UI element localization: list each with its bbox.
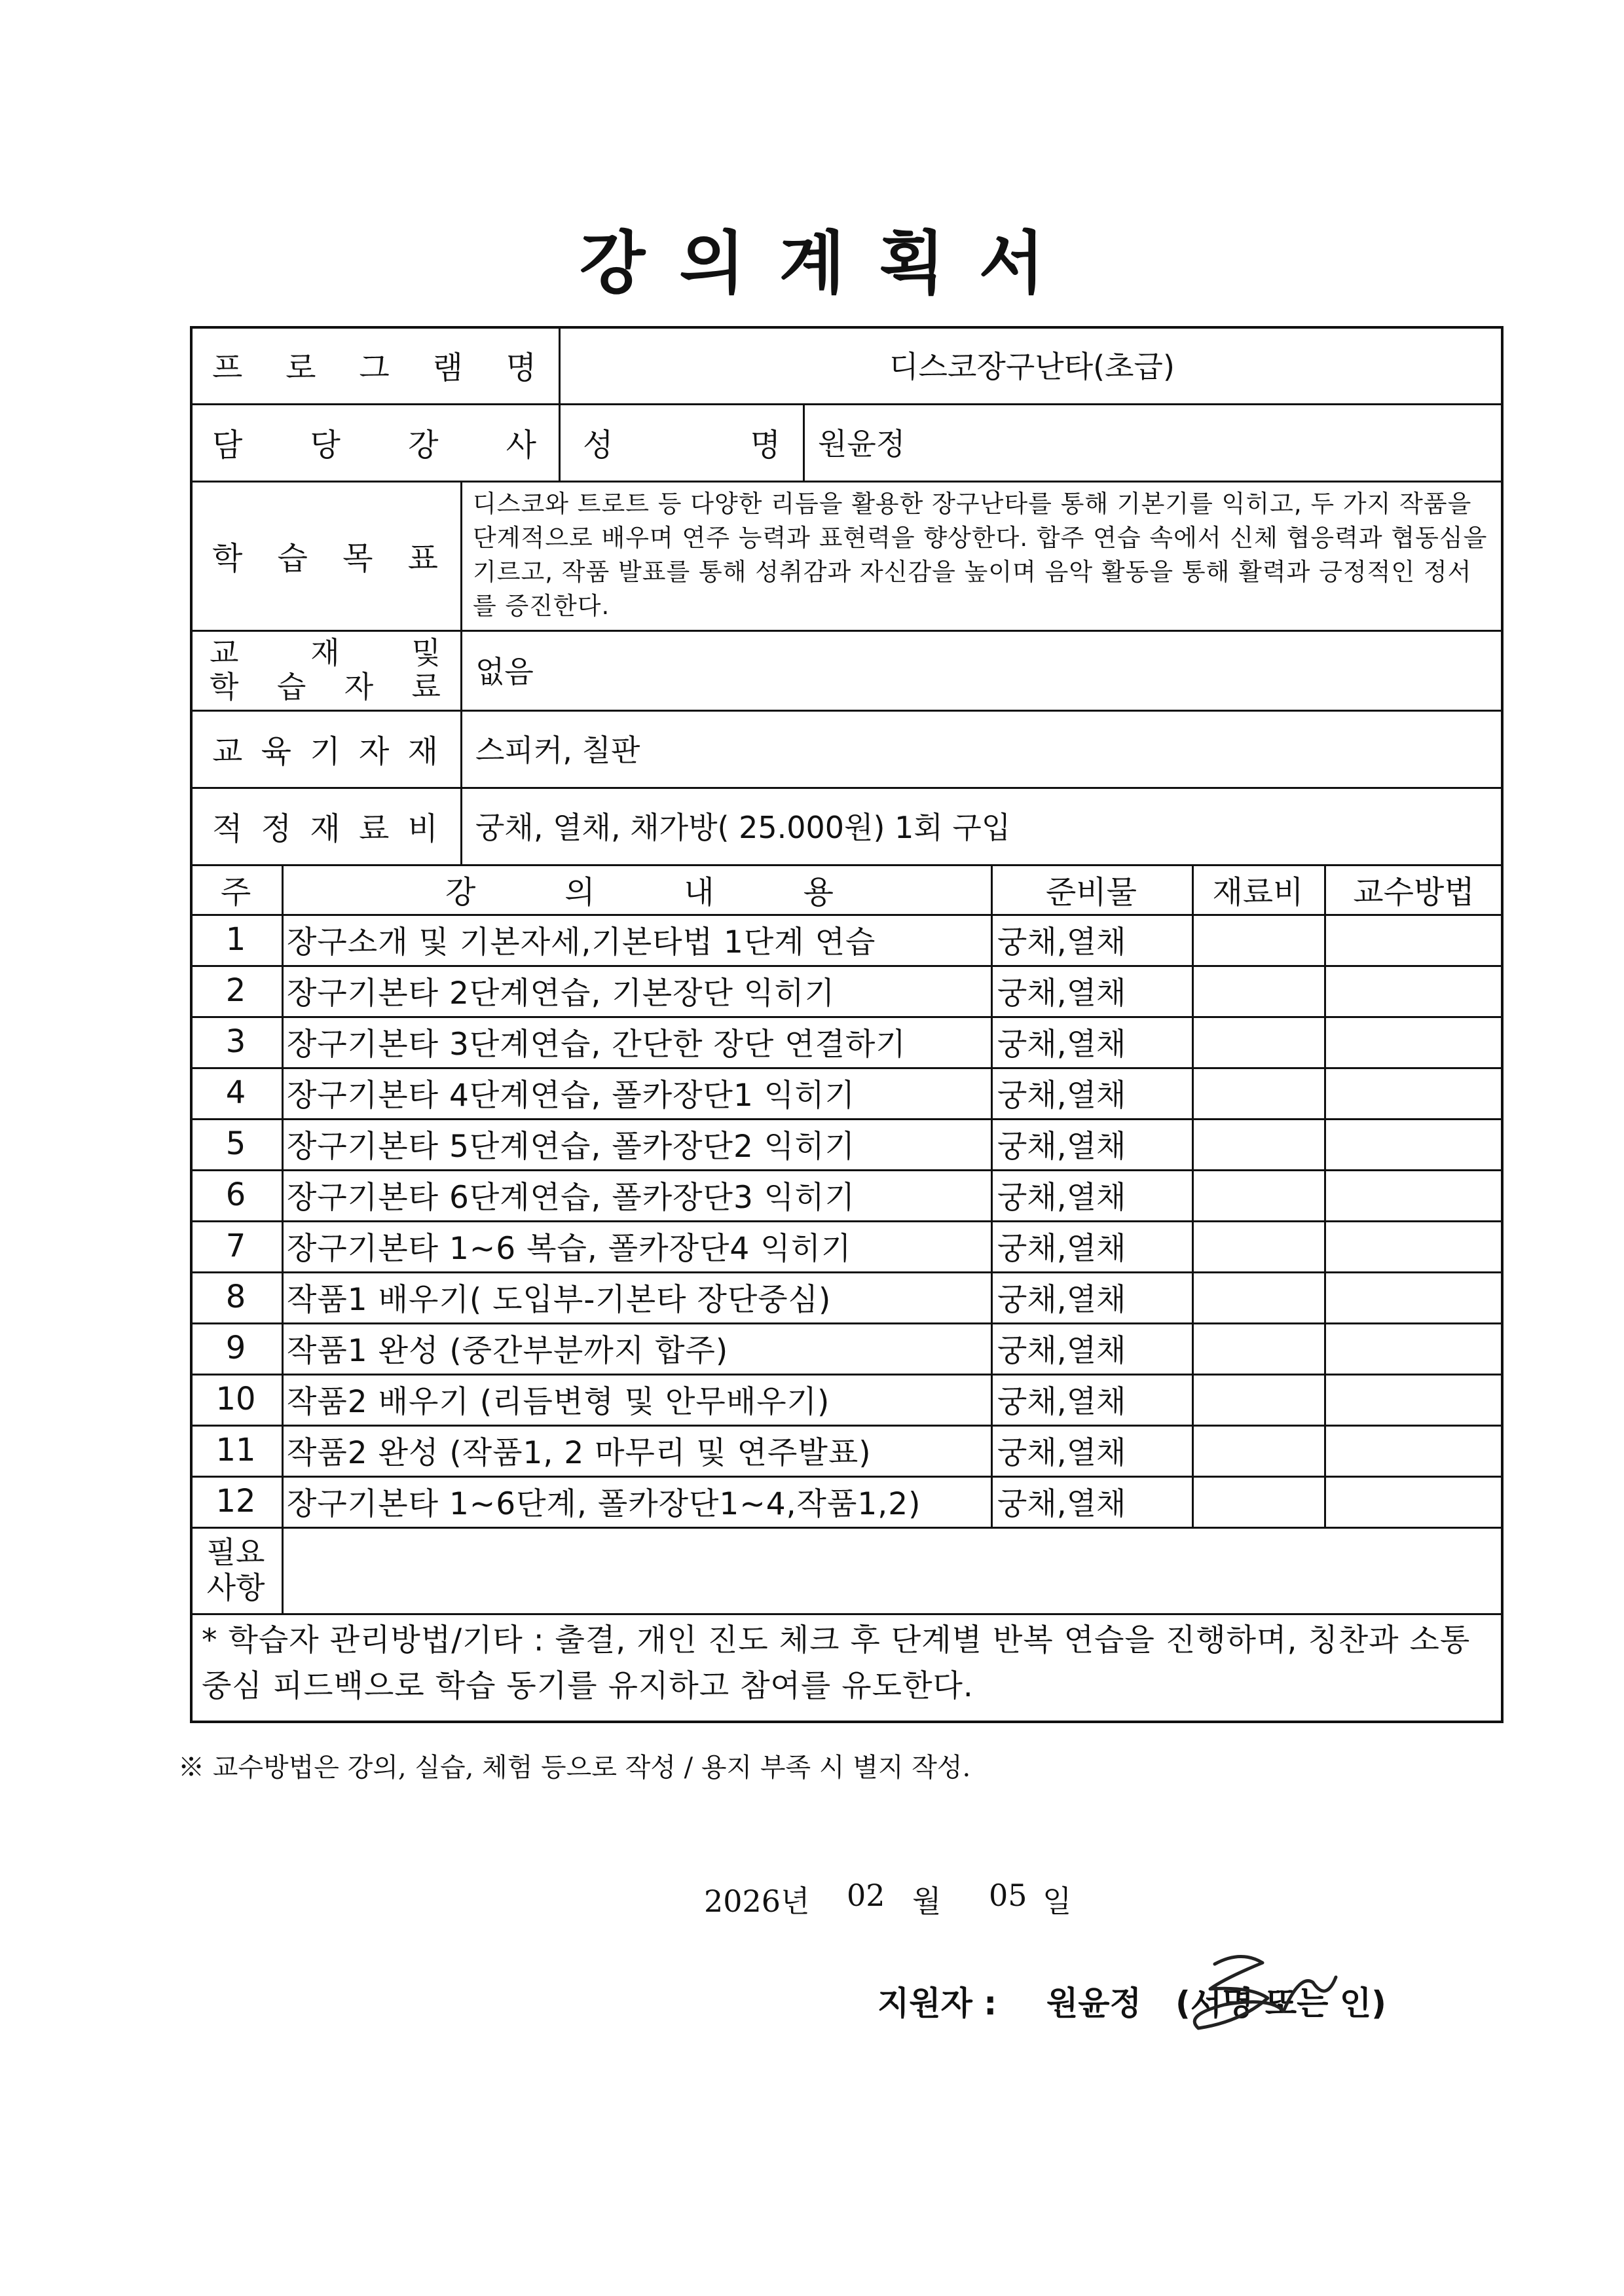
week-prep: 궁채,열채 [997,924,1126,960]
label-char: 육 [261,733,292,770]
header-week: 주 [220,873,251,911]
week-method [1324,1016,1504,1067]
applicant-name: 원윤정 [1046,1984,1141,2022]
header-cost: 재료비 [1212,873,1304,911]
instructor-label [190,403,559,481]
week-method [1324,1322,1504,1374]
week-content: 장구기본타 2단계연습, 기본장단 익히기 [287,975,836,1011]
requirements-label-line: 필요 [206,1535,265,1570]
sign-note: (서명 또는 인) [1175,1984,1387,2022]
label-char: 비 [407,810,438,847]
week-cost [1192,914,1324,965]
document-title: 강의계획서 [579,223,1079,303]
label-char: 및 [411,635,441,670]
date-year: 2026년 [704,1884,810,1919]
week-cost [1192,1016,1324,1067]
footnote: ※ 교수방법은 강의, 실습, 체험 등으로 작성 / 용지 부족 시 별지 작성. [178,1753,971,1783]
week-content: 장구기본타 1~6단계, 폴카장단1~4,작품1,2) [287,1485,921,1522]
week-method [1324,1118,1504,1169]
week-cost [1192,1322,1324,1374]
week-method [1324,1067,1504,1118]
label-char: 용 [803,873,834,911]
week-number: 5 [225,1125,246,1162]
week-prep: 궁채,열채 [997,1230,1126,1267]
week-prep: 궁채,열채 [997,975,1126,1011]
label-char: 강 [445,873,476,911]
label-char: 료 [358,810,390,847]
week-number: 6 [225,1176,246,1213]
week-prep: 궁채,열채 [997,1485,1126,1522]
label-char: 재 [310,635,340,670]
date-day-unit: 일 [1043,1884,1072,1919]
equipment-label [190,710,460,787]
label-char: 램 [432,349,463,386]
week-prep: 궁채,열채 [997,1077,1126,1114]
week-number: 8 [225,1279,246,1315]
label-char: 의 [564,873,595,911]
week-cost [1192,1476,1324,1527]
week-number: 9 [225,1330,246,1366]
week-prep: 궁채,열채 [997,1281,1126,1318]
week-prep: 궁채,열채 [997,1332,1126,1369]
week-cost [1192,1118,1324,1169]
form-border-bottom [190,1721,1504,1723]
week-cost [1192,1169,1324,1220]
week-number: 10 [215,1381,256,1417]
label-char: 기 [310,733,341,770]
materials-value: 없음 [475,654,534,689]
week-prep: 궁채,열채 [997,1434,1126,1471]
label-char: 습 [276,669,306,704]
label-char: 료 [411,669,441,704]
week-content: 장구기본타 5단계연습, 폴카장단2 익히기 [287,1128,855,1165]
instructor-name: 원윤정 [818,426,906,462]
week-prep: 궁채,열채 [997,1128,1126,1165]
date-day: 05 [989,1878,1027,1913]
program-label [190,326,559,403]
label-char: 그 [359,349,390,386]
label-char: 학 [210,669,239,704]
week-method [1324,1374,1504,1425]
objective-text: 디스코와 트로트 등 다양한 리듬을 활용한 장구난타를 통해 기본기를 익히고, 두 가지 작품을 단계적으로 배우며 연주 능력과 표현력을 향상한다. 합주 연습 속에서 신체 협응력과 협동심을 기르고, 작품 발표를 통해 성취감과 자신감을 높이며 음악 활동을 통해 활력과 긍정적인 정서를 증진한다. [473,490,1488,620]
label-char: 명 [506,349,536,386]
material-cost-value: 궁채, 열채, 채가방( 25.000원) 1회 구입 [475,810,1011,845]
week-method [1324,1220,1504,1271]
header-prep: 준비물 [1045,873,1137,911]
week-prep: 궁채,열채 [997,1383,1126,1420]
label-char: 적 [212,810,243,847]
week-content: 작품1 배우기( 도입부-기본타 장단중심) [287,1281,832,1318]
management-note: * 학습자 관리방법/기타 : 출결, 개인 진도 체크 후 단계별 반복 연습을 진행하며, 칭찬과 소통 중심 피드백으로 학습 동기를 유지하고 참여를 유도한다. [202,1622,1471,1704]
name-label [561,403,803,481]
program-name: 디스코장구난타(초급) [889,349,1175,384]
week-cost [1192,1067,1324,1118]
week-cost [1192,1425,1324,1476]
label-char: 교 [212,733,243,770]
date-month: 02 [847,1878,885,1913]
requirements-label-line: 사항 [206,1570,265,1605]
label-char: 당 [310,426,341,464]
materials-label-line [210,670,441,704]
week-number: 11 [215,1432,256,1468]
week-method [1324,914,1504,965]
week-number: 3 [225,1023,246,1060]
label-char: 성 [583,426,614,464]
label-char: 내 [684,873,714,911]
week-cost [1192,1220,1324,1271]
week-method [1324,1169,1504,1220]
label-char: 목 [342,539,373,577]
week-cost [1192,1374,1324,1425]
header-method: 교수방법 [1353,873,1475,911]
week-cost [1192,965,1324,1016]
equipment-value: 스피커, 칠판 [475,733,640,768]
handwritten-signature [1179,1938,1362,2069]
week-method [1324,1271,1504,1322]
label-char: 재 [407,733,438,770]
label-char: 사 [506,426,536,464]
week-number: 1 [225,921,246,958]
date-month-unit: 월 [912,1884,942,1919]
materials-label [190,630,460,710]
week-number: 4 [225,1074,246,1111]
requirements-label [190,1527,282,1613]
requirements-value [284,1527,1504,1613]
label-char: 재 [310,810,341,847]
label-char: 담 [212,426,243,464]
label-char: 정 [261,810,292,847]
week-cost [1192,1271,1324,1322]
week-number: 7 [225,1228,246,1264]
header-content [282,864,991,914]
week-number: 12 [215,1483,256,1520]
material-cost-label [190,787,460,864]
label-char: 학 [212,539,243,577]
week-prep: 궁채,열채 [997,1179,1126,1216]
week-content: 장구기본타 6단계연습, 폴카장단3 익히기 [287,1179,855,1216]
week-method [1324,1476,1504,1527]
applicant-label: 지원자 : [877,1984,997,2022]
label-char: 습 [277,539,308,577]
label-char: 표 [407,539,438,577]
label-char: 프 [212,349,243,386]
objective-label [190,481,460,630]
label-char: 자 [358,733,390,770]
week-method [1324,965,1504,1016]
week-content: 장구기본타 3단계연습, 간단한 장단 연결하기 [287,1026,906,1063]
label-char: 로 [286,349,316,386]
week-content: 장구소개 및 기본자세,기본타법 1단계 연습 [287,924,876,960]
week-content: 장구기본타 1~6 복습, 폴카장단4 익히기 [287,1230,852,1267]
week-content: 장구기본타 4단계연습, 폴카장단1 익히기 [287,1077,855,1114]
label-char: 자 [344,669,374,704]
week-content: 작품1 완성 (중간부분까지 합주) [287,1332,729,1369]
week-content: 작품2 완성 (작품1, 2 마무리 및 연주발표) [287,1434,872,1471]
week-number: 2 [225,972,246,1009]
label-char: 명 [750,426,781,464]
materials-label-line [210,636,441,670]
week-prep: 궁채,열채 [997,1026,1126,1063]
label-char: 교 [210,635,239,670]
week-content: 작품2 배우기 (리듬변형 및 안무배우기) [287,1383,830,1420]
week-method [1324,1425,1504,1476]
label-char: 강 [408,426,439,464]
